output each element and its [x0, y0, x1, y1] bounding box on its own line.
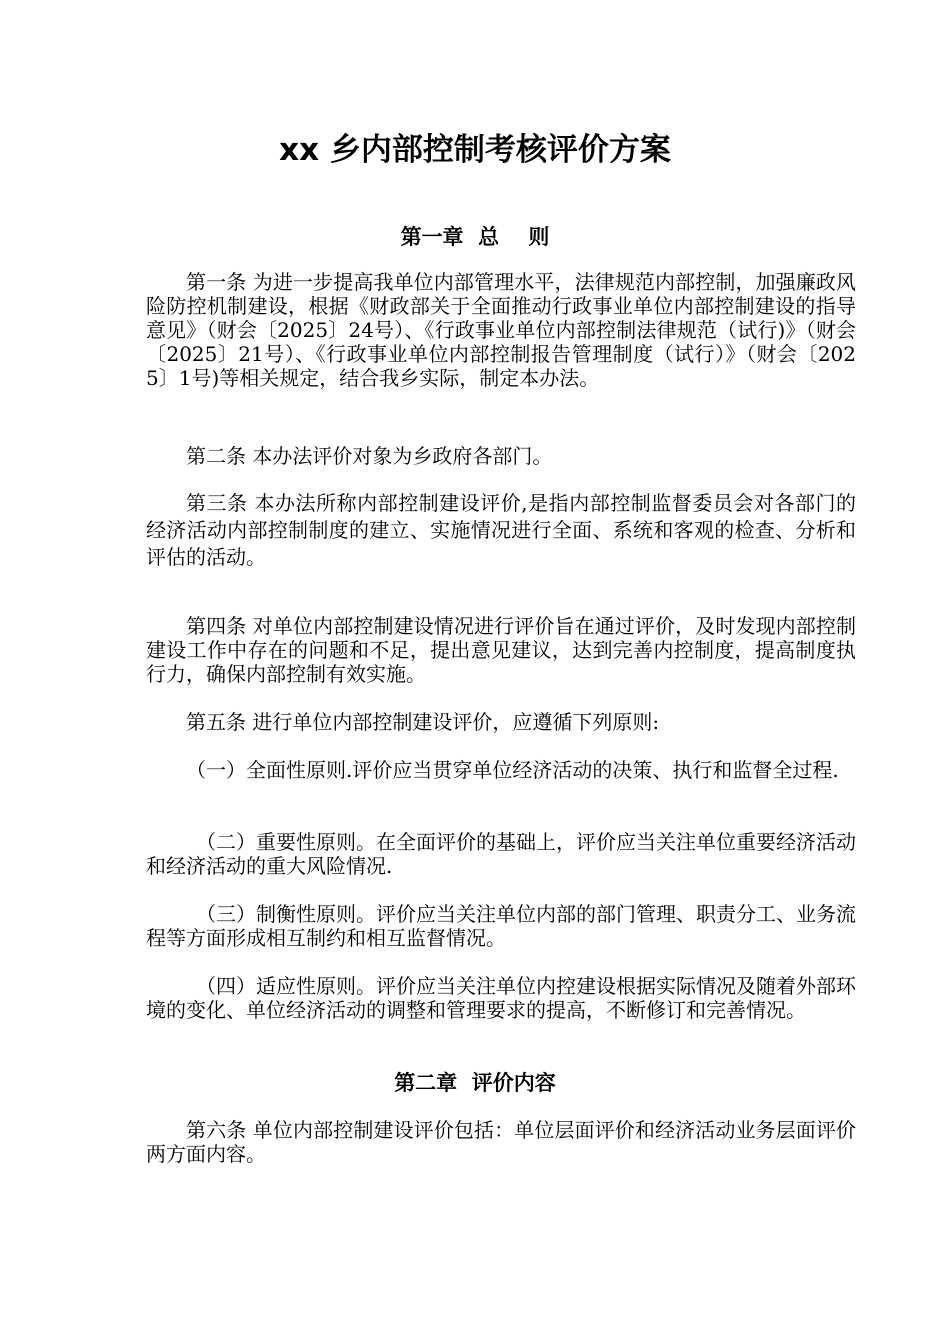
article-4: 第四条 对单位内部控制建设情况进行评价旨在通过评价，及时发现内部控制建设工作中存在的问题和不足，提出意见建议，达到完善内控制度，提高制度执行力，确保内部控制有效实施。	[146, 614, 856, 686]
article-3: 第三条 本办法所称内部控制建设评价,是指内部控制监督委员会对各部门的经济活动内部控制制度的建立、实施情况进行全面、系统和客观的检查、分析和评估的活动。	[146, 491, 856, 569]
principle-1: （一）全面性原则.评价应当贯穿单位经济活动的决策、执行和监督全过程.	[186, 758, 839, 782]
article-6: 第六条 单位内部控制建设评价包括：单位层面评价和经济活动业务层面评价两方面内容。	[146, 1118, 856, 1166]
chapter-heading-2: 第二章 评价内容	[394, 1071, 556, 1095]
principle-4: （四）适应性原则。评价应当关注单位内控建设根据实际情况及随着外部环境的变化、单位经济活动的调整和管理要求的提高，不断修订和完善情况。	[146, 974, 856, 1022]
chapter-heading-1: 第一章 总 则	[400, 225, 550, 249]
article-2: 第二条 本办法评价对象为乡政府各部门。	[186, 444, 553, 468]
article-5: 第五条 进行单位内部控制建设评价，应遵循下列原则:	[186, 710, 660, 734]
article-1: 第一条 为进一步提高我单位内部管理水平，法律规范内部控制，加强廉政风险防控机制建设，根据《财政部关于全面推动行政事业单位内部控制建设的指导意见》（财会〔2025〕24号）、《行政事业单位内部控制法律规范（试行)》（财会〔2025〕21号）、《行政事业单位内部控制报告管理制度（试行）》（财会〔2025〕1号)等相关规定，结合我乡实际，制定本办法。	[146, 270, 856, 390]
document-title: xx 乡内部控制考核评价方案	[279, 132, 671, 168]
principle-3: （三）制衡性原则。评价应当关注单位内部的部门管理、职责分工、业务流程等方面形成相互制约和相互监督情况。	[146, 902, 856, 950]
principle-2: （二）重要性原则。在全面评价的基础上，评价应当关注单位重要经济活动和经济活动的重大风险情况.	[146, 830, 856, 878]
